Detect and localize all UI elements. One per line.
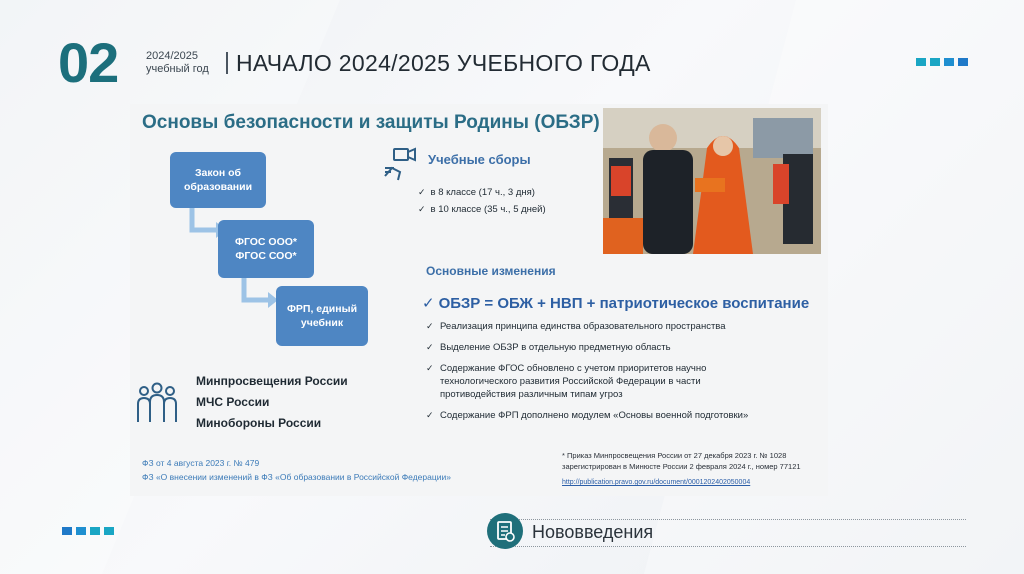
law-note: ФЗ «О внесении изменений в ФЗ «Об образовании в Российской Федерации» [142,472,451,482]
content-panel [130,104,828,496]
content-title: Основы безопасности и защиты Родины (ОБЗР) [142,112,600,133]
camps-title: Учебные сборы [428,152,531,167]
ministry-item: МЧС России [196,395,270,409]
changes-list [426,320,826,430]
list-item: ✓ в 10 классе (35 ч., 5 дней) [418,201,546,218]
law-note: ФЗ от 4 августа 2023 г. № 479 [142,458,260,468]
flow-box-law: Закон об образовании [170,152,266,208]
changes-title: Основные изменения [426,264,556,278]
header-divider [226,52,228,74]
year-caption: учебный год [146,63,209,75]
chevron-arrow-icon [240,278,280,312]
order-link[interactable]: http://publication.pravo.gov.ru/document/0001202402050004 [562,479,751,486]
ministry-item: Минобороны России [196,416,322,430]
order-footnote [562,450,801,472]
footer-section-label: Нововведения [532,522,654,542]
document-icon [487,513,523,549]
flow-box-fgos: ФГОС ООО* ФГОС СОО* [218,220,314,278]
ministry-item: Минпросвещения России [196,374,348,388]
law-notes [142,456,451,484]
footnote-line: зарегистрирован в Минюсте России 2 февраля 2024 г., номер 77121 [562,462,801,471]
footnote-line: * Приказ Минпросвещения России от 27 декабря 2023 г. № 1028 [562,451,787,460]
list-item: ✓ Содержание ФГОС обновлено с учетом приоритетов научно технологического развития Российской Федерации в части противодействия различным типам угроз [426,362,756,401]
decor-squares-top [916,58,968,66]
obzr-formula [422,294,809,312]
list-item: ✓ в 8 классе (17 ч., 3 дня) [418,184,546,201]
footer-divider [490,519,966,520]
list-item: ✓ Содержание ФРП дополнено модулем «Основы военной подготовки» [426,409,826,422]
camps-list [418,184,546,218]
list-item: ✓ Реализация принципа единства образовательного пространства [426,320,826,333]
decor-squares-bottom [62,527,114,535]
slide-number: 02 [58,31,119,94]
flow-box-frp: ФРП, единый учебник [276,286,368,346]
video-camera-icon [382,146,418,182]
formula-text: ОБЗР = ОБЖ + НВП + патриотическое воспитание [438,295,810,312]
list-item: ✓ Выделение ОБЗР в отдельную предметную область [426,341,826,354]
check-icon: ✓ [422,295,435,312]
ministries-list [196,374,348,437]
slide-title: НАЧАЛО 2024/2025 УЧЕБНОГО ГОДА [236,50,651,76]
training-photo [603,108,821,254]
year-line: 2024/2025 [146,50,198,62]
footer-divider [490,546,966,547]
people-group-icon [134,382,180,426]
school-year-label [146,50,209,76]
